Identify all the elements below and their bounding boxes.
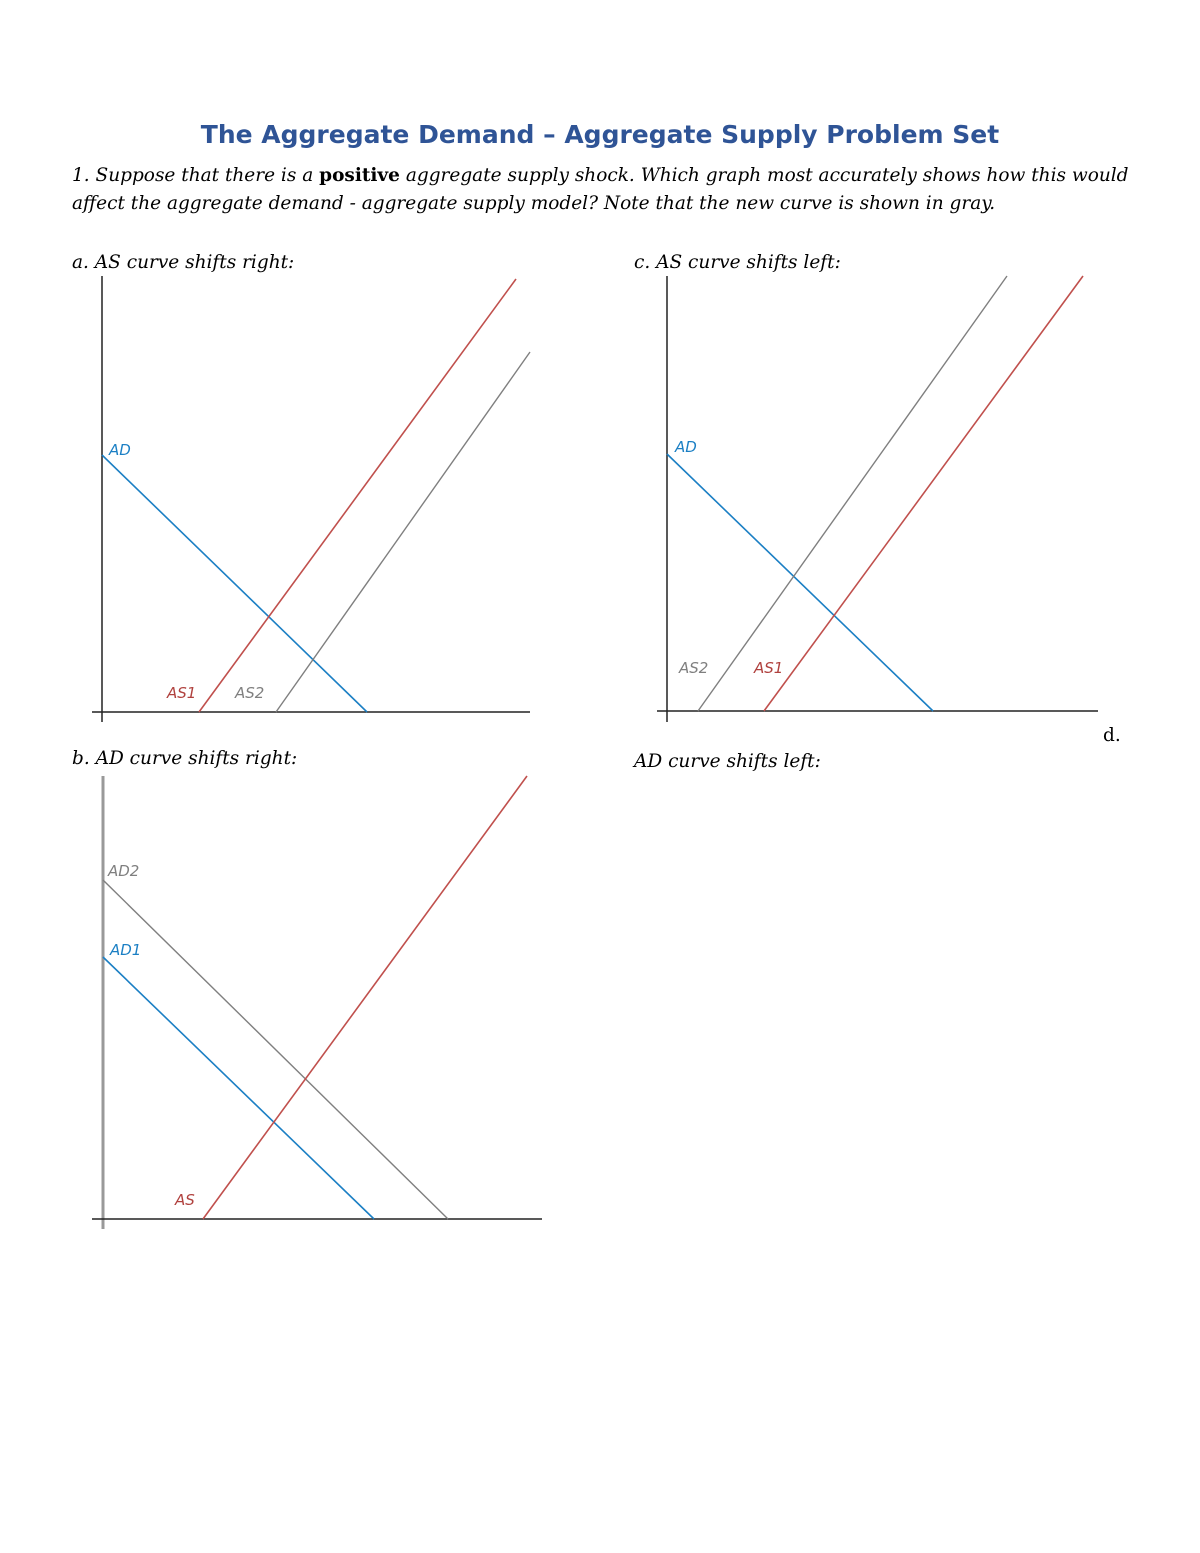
option-d-letter[interactable]: d. xyxy=(1103,725,1121,746)
page-title: The Aggregate Demand – Aggregate Supply Problem Set xyxy=(200,120,1000,149)
graph-b-ad2-curve xyxy=(103,880,448,1219)
graph-a-as2-curve xyxy=(276,352,530,712)
option-d-label[interactable]: AD curve shifts left: xyxy=(634,751,821,772)
graph-b-ad1-curve xyxy=(103,957,374,1219)
graph-a-as1-label: AS1 xyxy=(167,684,197,702)
option-a-label[interactable]: a. AS curve shifts right: xyxy=(72,252,295,273)
question-emphasis: positive xyxy=(319,165,400,186)
graph-b-ad2-label: AD2 xyxy=(108,862,140,880)
graph-a-ad-label: AD xyxy=(109,441,131,459)
graph-a[interactable] xyxy=(92,276,530,722)
graph-b-ad1-label: AD1 xyxy=(110,941,142,959)
question-part-1: 1. Suppose that there is a xyxy=(72,165,320,186)
graph-a-as2-label: AS2 xyxy=(235,684,265,702)
graph-c-as1-curve xyxy=(764,276,1083,711)
graph-c-ad-label: AD xyxy=(675,438,697,456)
question-part-2: aggregate supply shock. Which graph most accurately shows how this would affect the aggregate demand - aggregate supply model? Note that the new curve is shown in gray. xyxy=(72,165,1129,214)
graph-c-as2-label: AS2 xyxy=(679,659,709,677)
graph-b-as-label: AS xyxy=(175,1191,195,1209)
graph-c-as2-curve xyxy=(698,276,1007,711)
graph-c[interactable] xyxy=(657,276,1098,722)
graph-a-as1-curve xyxy=(199,279,516,712)
graph-c-as1-label: AS1 xyxy=(754,659,784,677)
option-c-label[interactable]: c. AS curve shifts left: xyxy=(634,252,841,273)
graph-a-ad-curve xyxy=(102,455,367,712)
option-b-label[interactable]: b. AD curve shifts right: xyxy=(72,748,298,769)
graph-b[interactable] xyxy=(92,776,542,1229)
graph-b-as-curve xyxy=(203,776,527,1219)
